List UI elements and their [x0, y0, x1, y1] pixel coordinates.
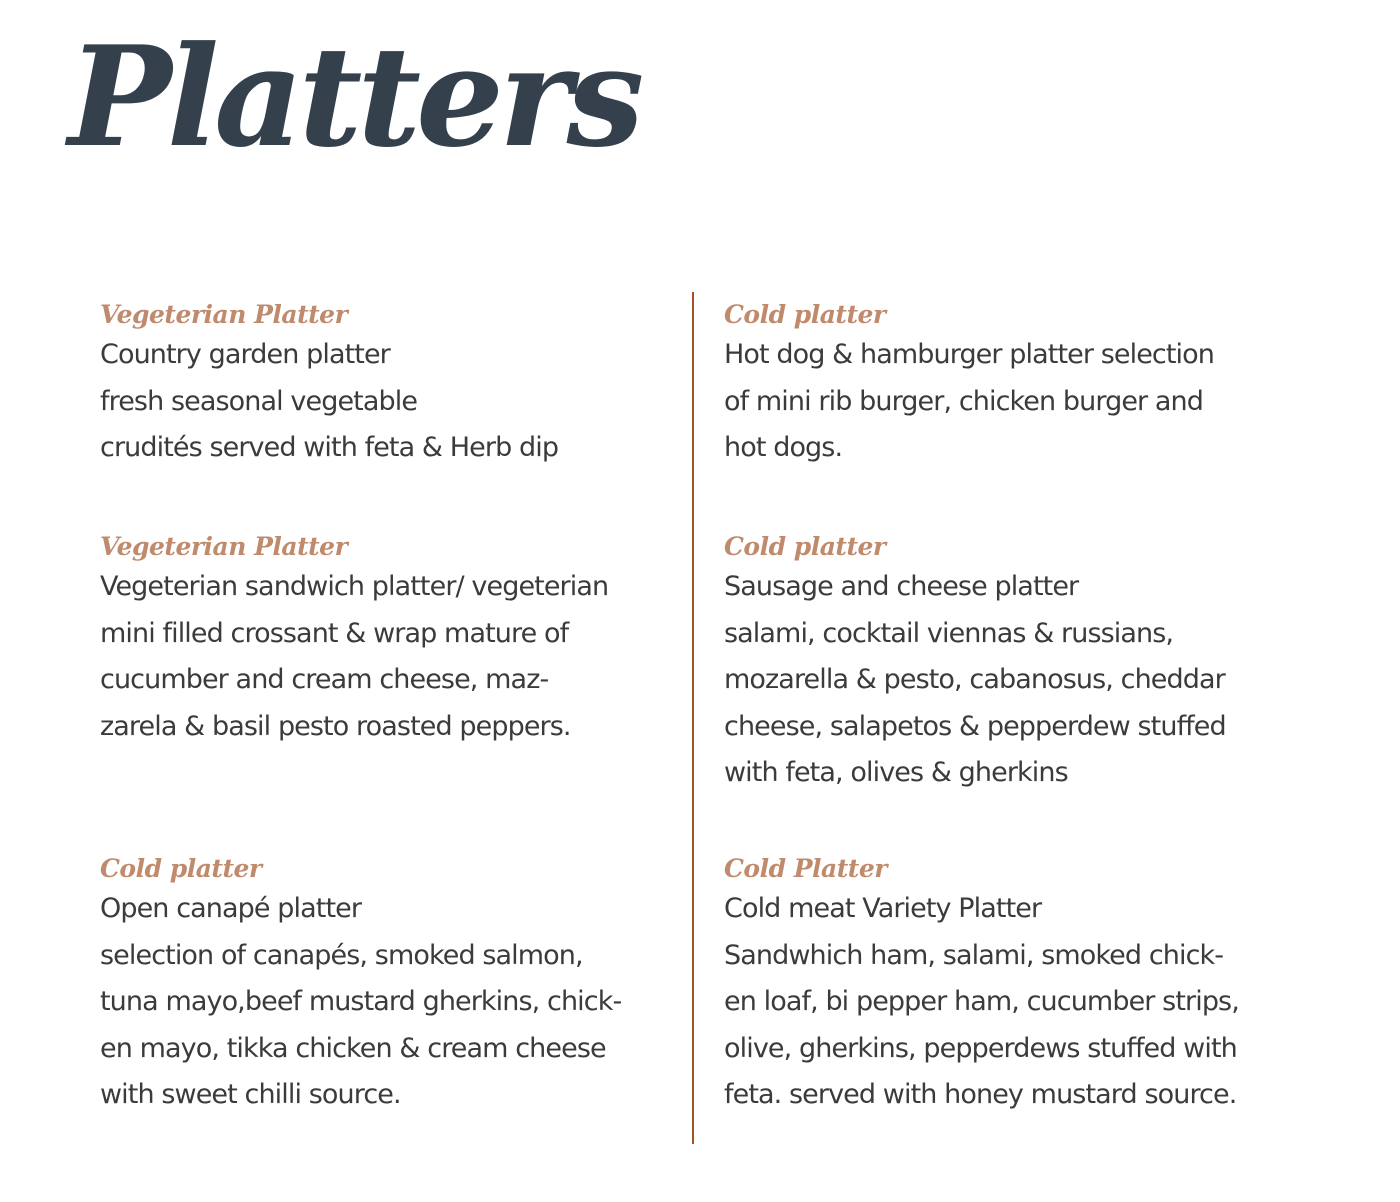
platter-description-line: of mini rib burger, chicken burger and: [724, 385, 1204, 417]
platter-description-line: with feta, olives & gherkins: [724, 757, 1068, 788]
platter-description-line: tuna mayo,beef mustard gherkins, chick-: [100, 986, 622, 1017]
platter-description-line: mozarella & pesto, cabanosus, cheddar: [724, 664, 1225, 695]
platter-description-line: Vegeterian sandwich platter/ vegeterian: [100, 571, 609, 602]
platter-description-line: cucumber and cream cheese, maz-: [100, 664, 549, 695]
platter-description-line: olive, gherkins, pepperdews stuffed with: [724, 1032, 1237, 1064]
platter-description-line: Hot dog & hamburger platter selection: [724, 339, 1214, 370]
platter-heading: Cold platter: [100, 854, 262, 883]
platter-heading: Vegeterian Platter: [100, 300, 348, 329]
platter-item-cold-sausage: [724, 530, 1304, 797]
column-divider: [692, 292, 694, 1144]
platter-heading: Cold platter: [724, 532, 886, 561]
platter-item-cold-canape: [100, 852, 680, 1119]
platter-item-cold-meat: [724, 852, 1304, 1119]
platter-description-line: salami, cocktail viennas & russians,: [724, 617, 1174, 649]
platter-description-line: with sweet chilli source.: [100, 1079, 401, 1110]
platter-description-line: fresh seasonal vegetable: [100, 385, 418, 417]
platter-heading: Vegeterian Platter: [100, 532, 348, 561]
platter-description-line: en mayo, tikka chicken & cream cheese: [100, 1032, 606, 1064]
platter-description-line: Country garden platter: [100, 339, 390, 370]
platter-description-line: mini filled crossant & wrap mature of: [100, 617, 569, 649]
platter-description-line: en loaf, bi pepper ham, cucumber strips,: [724, 986, 1239, 1017]
platter-description-line: Sausage and cheese platter: [724, 571, 1079, 602]
platter-item-vegeterian-1: [100, 298, 680, 472]
platter-item-vegeterian-2: [100, 530, 680, 750]
platter-heading: Cold Platter: [724, 854, 887, 883]
platter-description-line: Open canapé platter: [100, 893, 362, 924]
platter-heading: Cold platter: [724, 300, 886, 329]
platter-description-line: Sandwhich ham, salami, smoked chick-: [724, 939, 1224, 971]
platter-description-line: cheese, salapetos & pepperdew stuffed: [724, 710, 1226, 742]
page-title: Platters: [68, 15, 640, 178]
platter-description-line: crudités served with feta & Herb dip: [100, 432, 559, 463]
platter-description-line: zarela & basil pesto roasted peppers.: [100, 710, 571, 742]
platter-description-line: selection of canapés, smoked salmon,: [100, 939, 583, 971]
platter-description-line: hot dogs.: [724, 432, 843, 463]
platter-description-line: Cold meat Variety Platter: [724, 893, 1042, 924]
platter-item-cold-hotdog: [724, 298, 1304, 472]
platter-description-line: feta. served with honey mustard source.: [724, 1079, 1237, 1110]
